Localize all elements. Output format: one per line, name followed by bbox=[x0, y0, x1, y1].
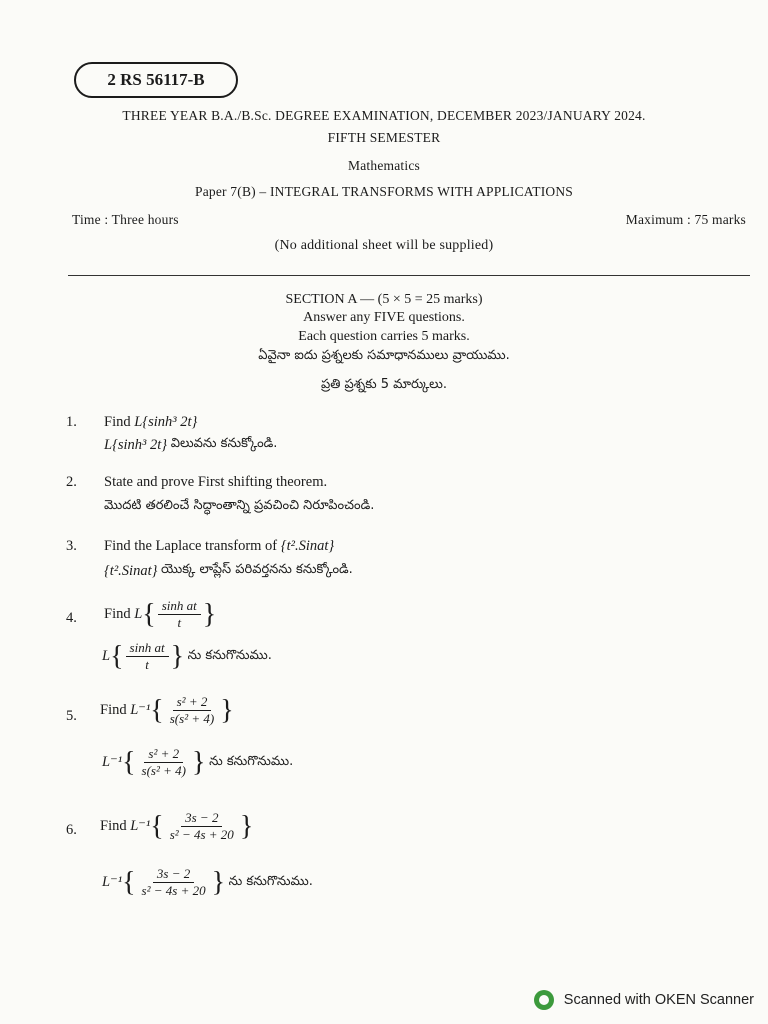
question-3-te: {t².Sinat} యొక్క లాప్లేస్ పరివర్తనను కనుక్కోండి. bbox=[104, 562, 353, 579]
question-number: 4. bbox=[66, 610, 77, 626]
semester: FIFTH SEMESTER bbox=[327, 130, 441, 145]
scanner-watermark: Scanned with OKEN Scanner bbox=[534, 990, 754, 1010]
question-5-en: Find L⁻¹ { $\frac{\text{s² + 2}}{\text{s(s² + 4)}}$ } bbox=[100, 694, 234, 726]
fraction: $\frac{\text{s² + 2}}{\text{s(s² + 4)}}$ bbox=[169, 694, 215, 726]
question-number: 1. bbox=[66, 414, 77, 430]
section-instruction-1: Answer any FIVE questions. bbox=[303, 310, 465, 325]
fraction: $\frac{\text{sinh at}}{t}$ bbox=[158, 598, 201, 631]
fraction: $\frac{\text{s² + 2}}{\text{s(s² + 4)}}$ bbox=[141, 746, 186, 778]
fraction: $\frac{\text{sinh at}}{t}$ bbox=[126, 640, 169, 673]
section-instruction-te-2: ప్రతి ప్రశ్నకు 5 మార్కులు. bbox=[321, 377, 447, 392]
fraction: $\frac{3s - 2}{\text{s² − 4s + 20}}$ bbox=[141, 866, 206, 898]
paper-code: 2 RS 56117-B bbox=[74, 62, 238, 98]
section-instruction-te-1: ఏవైనా ఐదు ప్రశ్నలకు సమాధానములు వ్రాయుము. bbox=[258, 348, 510, 363]
divider bbox=[68, 275, 750, 276]
question-5-te: L⁻¹ { $\frac{\text{s² + 2}}{\text{s(s² + 4)}}$ } ను కనుగొనుము. bbox=[102, 746, 294, 778]
paper-title: Paper 7(B) – INTEGRAL TRANSFORMS WITH APPLICATIONS bbox=[194, 184, 573, 199]
time-allowed: Time : Three hours bbox=[72, 212, 179, 227]
question-3-en: Find the Laplace transform of {t².Sinat} bbox=[104, 538, 335, 554]
question-1-en: Find L{sinh³ 2t} bbox=[104, 414, 198, 430]
question-number: 6. bbox=[66, 822, 77, 838]
exam-title: THREE YEAR B.A./B.Sc. DEGREE EXAMINATION, DECEMBER 2023/JANUARY 2024. bbox=[122, 108, 646, 123]
question-number: 5. bbox=[66, 708, 77, 724]
scanner-logo-icon bbox=[534, 990, 554, 1010]
supplement-note: (No additional sheet will be supplied) bbox=[274, 238, 494, 253]
subject: Mathematics bbox=[348, 158, 420, 173]
section-instruction-2: Each question carries 5 marks. bbox=[298, 329, 470, 344]
question-6-en: Find L⁻¹ { $\frac{3s - 2}{\text{s² − 4s + 20}}$ } bbox=[100, 810, 254, 842]
question-2-en: State and prove First shifting theorem. bbox=[104, 474, 328, 490]
question-number: 2. bbox=[66, 474, 77, 490]
maximum-marks: Maximum : 75 marks bbox=[625, 212, 746, 227]
section-title: SECTION A — (5 × 5 = 25 marks) bbox=[285, 292, 483, 307]
question-6-te: L⁻¹ { $\frac{3s - 2}{\text{s² − 4s + 20}}$ } ను కనుగొనుము. bbox=[102, 866, 313, 898]
fraction: $\frac{3s - 2}{\text{s² − 4s + 20}}$ bbox=[169, 810, 234, 842]
question-1-te: L{sinh³ 2t} విలువను కనుక్కోండి. bbox=[104, 436, 278, 453]
question-number: 3. bbox=[66, 538, 77, 554]
question-2-te: మొదటి తరలించే సిద్ధాంతాన్ని ప్రవచించి నిరూపించండి. bbox=[104, 498, 375, 513]
question-4-en: Find L { $\frac{\text{sinh at}}{t}$ } bbox=[104, 598, 217, 630]
question-4-te: L { $\frac{\text{sinh at}}{t}$ } ను కనుగొనుము. bbox=[102, 640, 272, 672]
